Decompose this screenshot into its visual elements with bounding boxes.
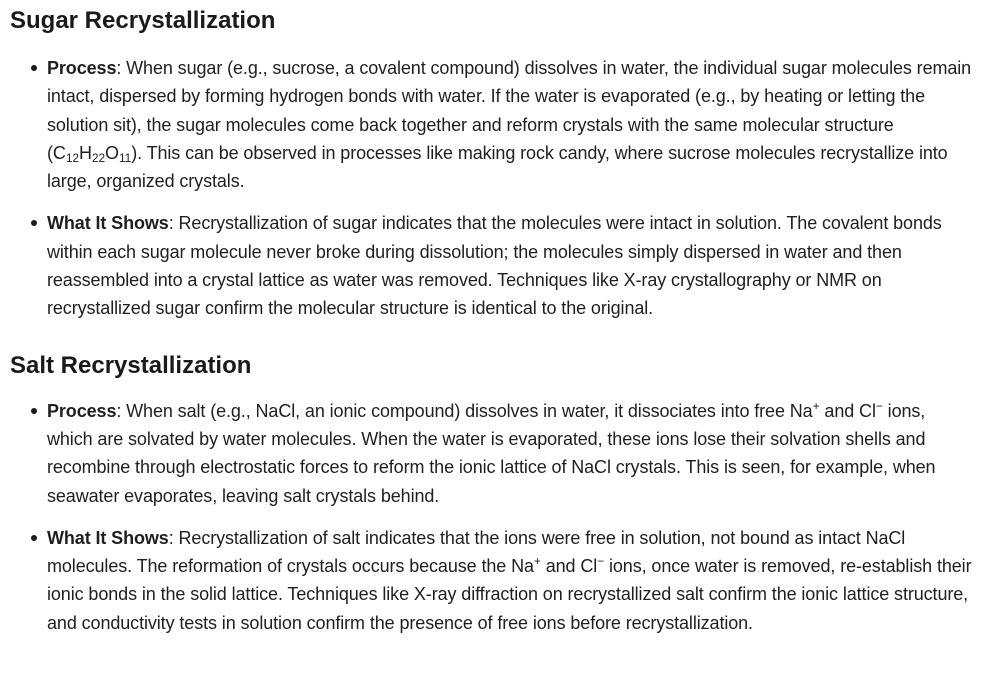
bullet-icon	[31, 220, 37, 226]
sugar-section	[10, 0, 975, 323]
sugar-process-text-2: ). This can be observed in processes like making rock candy, where sucrose molecules recrystallize into large, organized crystals.	[47, 142, 948, 192]
salt-shows-item	[10, 524, 975, 637]
salt-heading: Salt Recrystallization	[10, 351, 252, 379]
salt-shows-text-3: ions, once water is removed, re-establish their ionic bonds in the solid lattice. Techniques like X-ray diffraction on recrystallized salt confirm the ionic lattice structure, and conductivity tests in solution confirm the presence of free ions before recrystallization.	[47, 556, 972, 633]
salt-shows-text-1: : Recrystallization of salt indicates that the ions were free in solution, not bound as intact NaCl molecules. The reformation of crystals occurs because the Na	[47, 527, 906, 577]
sugar-process-item	[10, 54, 975, 195]
sugar-list	[10, 54, 975, 323]
salt-process-text-3: ions, which are solvated by water molecules. When the water is evaporated, these ions lose their solvation shells and recombine through electrostatic forces to reform the ionic lattice of NaCl crystals. This is seen, for example, when seawater evaporates, leaving salt crystals behind.	[47, 400, 936, 506]
salt-shows-text-2: and Cl	[540, 556, 598, 577]
sugar-shows-item	[10, 209, 975, 322]
sugar-heading: Sugar Recrystallization	[10, 7, 276, 34]
sugar-shows-text: : Recrystallization of sugar indicates that the molecules were intact in solution. The covalent bonds within each sugar molecule never broke during dissolution; the molecules simply dispersed in water and then reassembled into a crystal lattice as water was removed. Techniques like X-ray crystallography or NMR on recrystallized sugar confirm the molecular structure is identical to the original.	[47, 213, 942, 319]
salt-list	[10, 397, 975, 637]
sugar-process-text-1: : When sugar (e.g., sucrose, a covalent compound) dissolves in water, the individual sugar molecules remain intact, dispersed by forming hydrogen bonds with water. If the water is evaporated (e.g., by heating or letting the solution sit), the sugar molecules come back together and reform crystals with the same molecular structure (	[47, 58, 972, 163]
salt-process-term: Process	[47, 400, 117, 421]
sucrose-formula: $C_{12}H_{22}O_{11}$	[52, 142, 132, 165]
salt-process-text-1: : When salt (e.g., NaCl, an ionic compound) dissolves in water, it dissociates into free Na	[116, 400, 813, 421]
salt-section	[10, 351, 975, 637]
salt-process-text-2: and Cl	[819, 400, 876, 421]
chloride-charge: −	[597, 554, 605, 569]
sodium-charge: +	[812, 398, 820, 413]
salt-shows-term: What It Shows	[47, 527, 169, 548]
sugar-shows-term: What It Shows	[47, 213, 169, 234]
sodium-charge: +	[533, 554, 541, 569]
bullet-icon	[31, 408, 37, 414]
bullet-icon	[31, 535, 37, 541]
sugar-process-term: Process	[47, 58, 117, 78]
chloride-charge: −	[875, 398, 883, 413]
bullet-icon	[31, 65, 37, 71]
salt-process-item	[10, 397, 975, 510]
